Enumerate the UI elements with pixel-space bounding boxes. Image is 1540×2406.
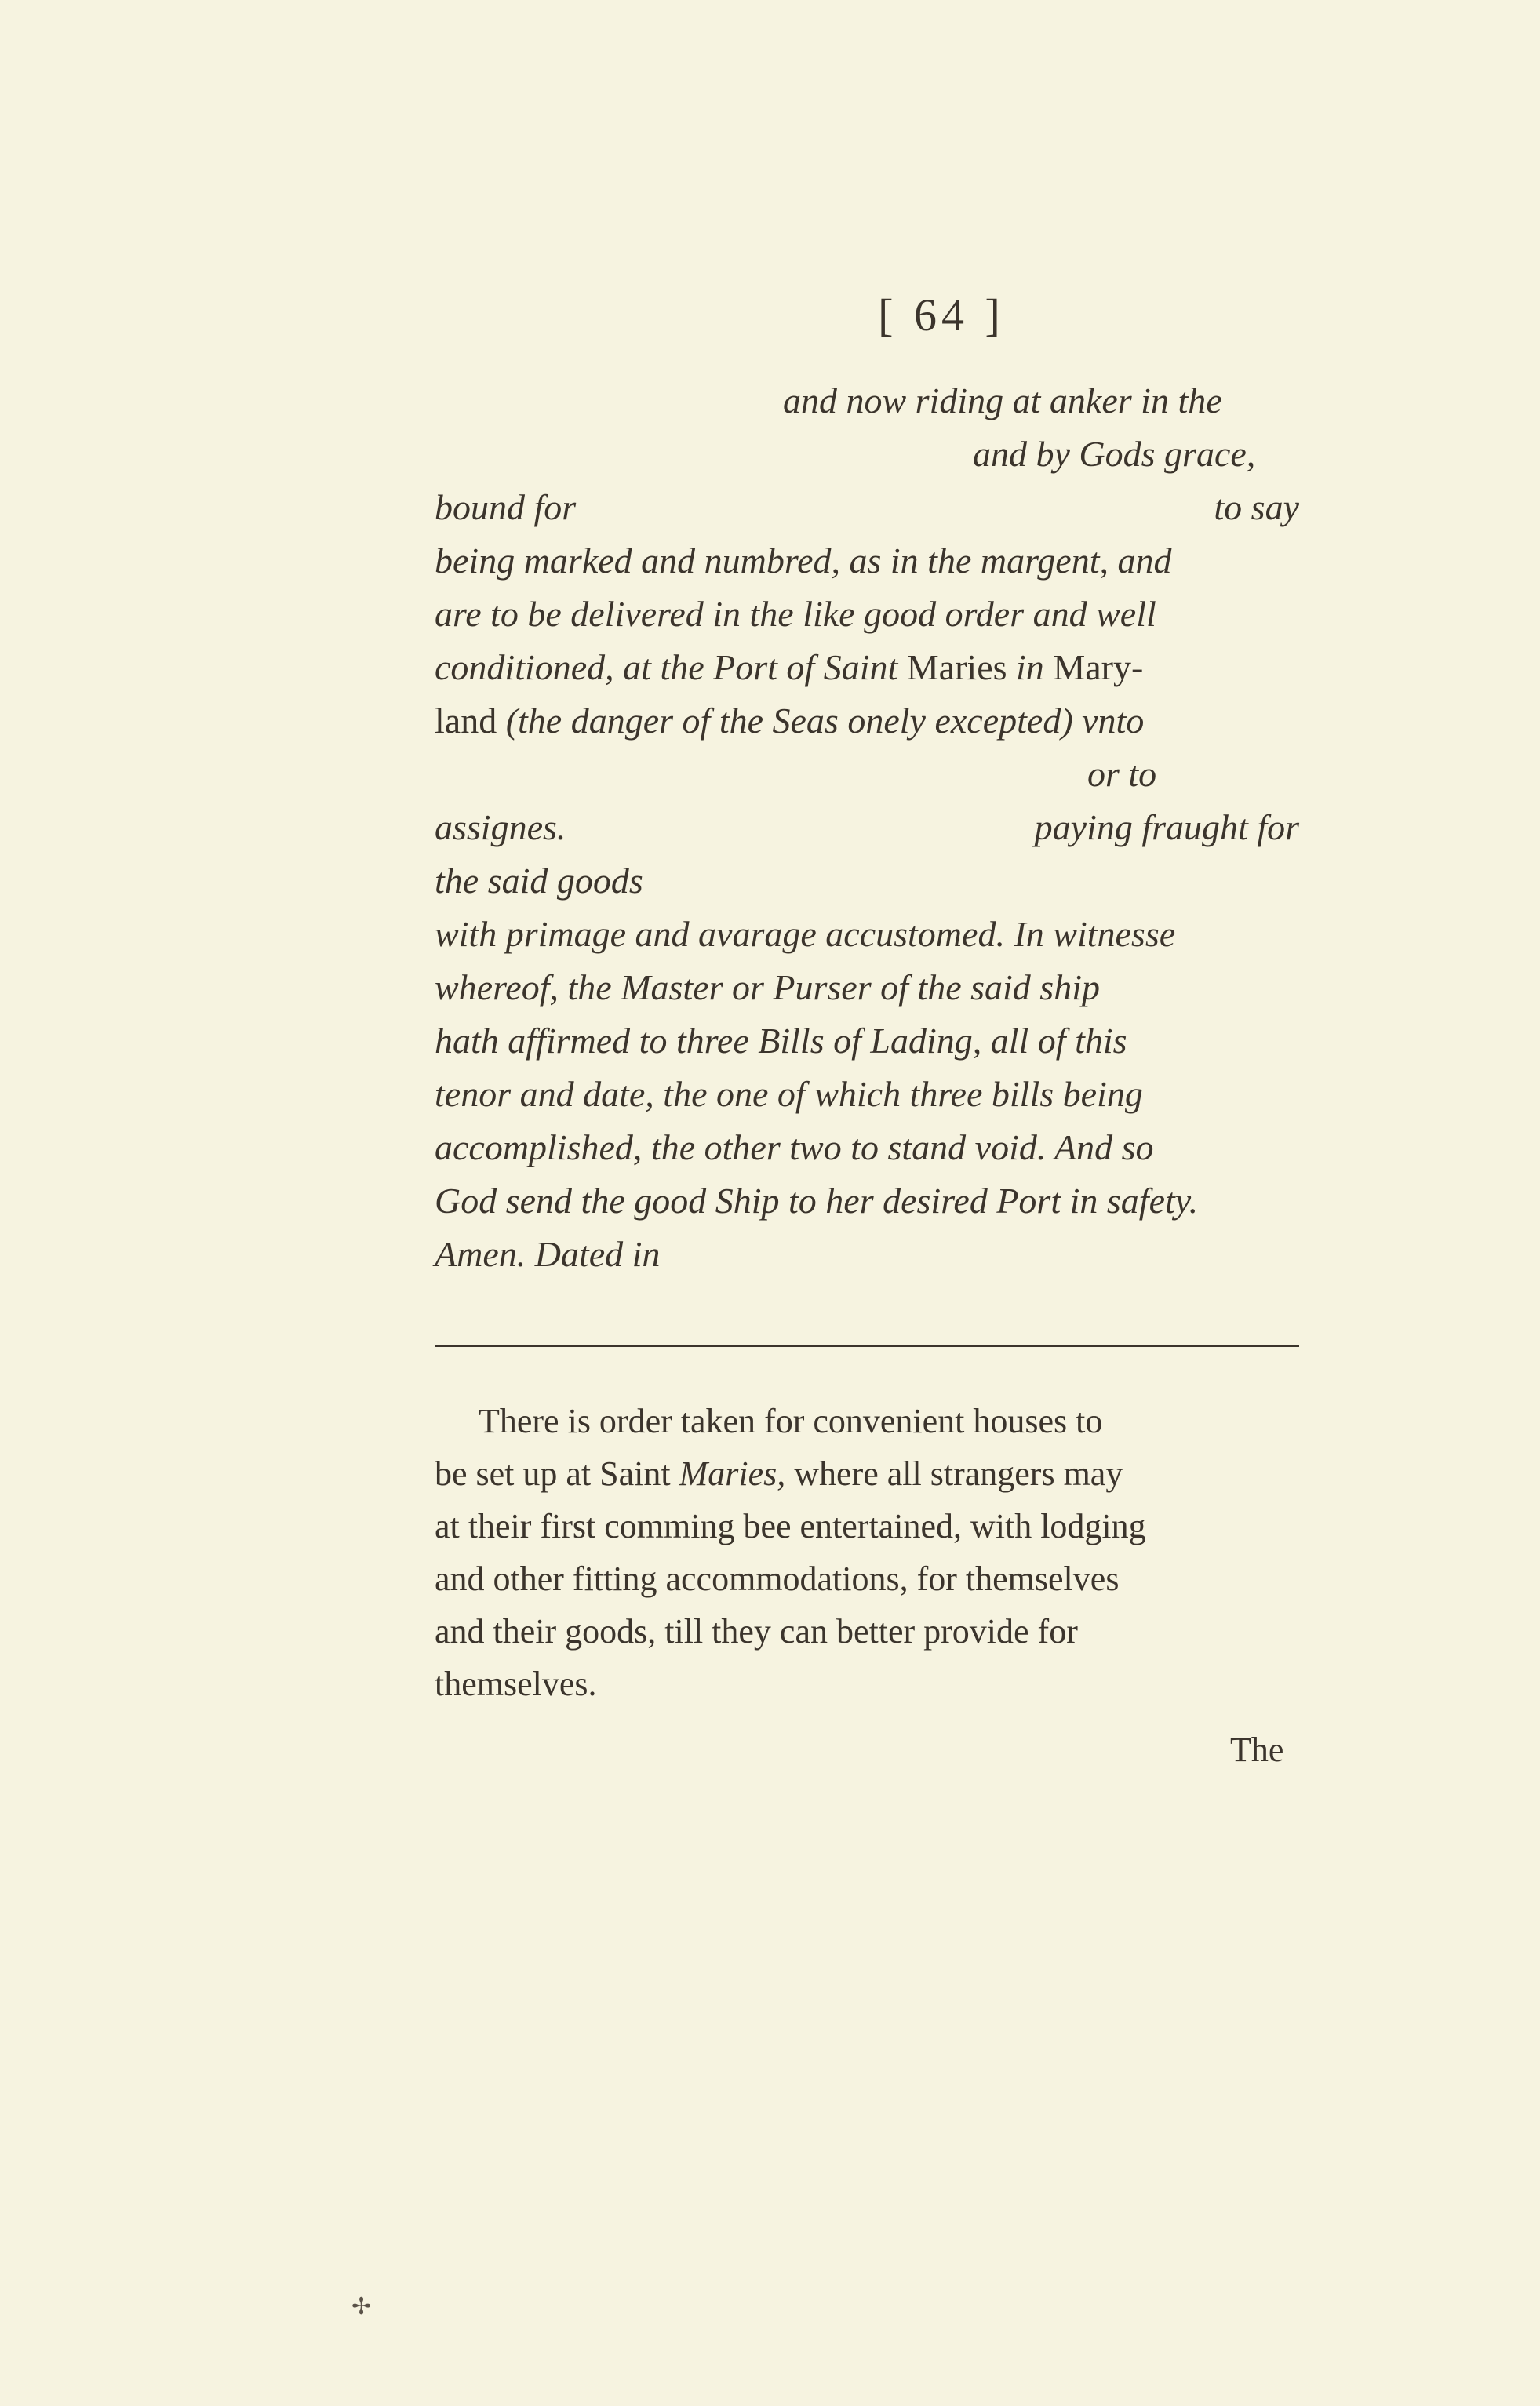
text-line (435, 807, 1299, 847)
text-line (435, 647, 1144, 687)
text-line: tenor and date, the one of which three bills being (435, 1074, 1143, 1114)
text-fragment: in (1016, 647, 1044, 687)
text-line: accomplished, the other two to stand void. And so (435, 1127, 1154, 1167)
text-fragment: be set up at Saint (435, 1454, 671, 1493)
text-line: whereof, the Master or Purser of the said ship (435, 967, 1100, 1007)
text-line (435, 1454, 1123, 1493)
catchword: The (1230, 1731, 1284, 1769)
text-line: hath affirmed to three Bills of Lading, all of this (435, 1021, 1127, 1061)
text-line: or to (1087, 754, 1157, 794)
text-line: themselves. (435, 1665, 597, 1703)
text-line: Amen. Dated in (435, 1234, 661, 1274)
text-line (435, 487, 1299, 527)
text-line: and other fitting accommodations, for themselves (435, 1560, 1120, 1598)
text-fragment: paying fraught for (1034, 807, 1299, 847)
text-line: being marked and numbred, as in the margent, and (435, 541, 1172, 581)
text-line: the said goods (435, 861, 643, 901)
text-line (435, 703, 1144, 739)
text-fragment: Maries, (679, 1454, 786, 1493)
section-divider (435, 1345, 1299, 1347)
text-line: There is order taken for convenient houses to (479, 1402, 1103, 1440)
text-fragment: (the danger of the Seas onely excepted) vnto (505, 701, 1145, 741)
text-line: at their first comming bee entertained, with lodging (435, 1507, 1146, 1545)
text-line: and by Gods grace, (973, 434, 1256, 474)
text-fragment: assignes. (435, 807, 566, 847)
text-fragment: Maries (906, 647, 1007, 687)
text-fragment: land (435, 701, 497, 741)
text-fragment: bound for (435, 487, 577, 527)
text-fragment: where all strangers may (794, 1454, 1123, 1493)
text-line: with primage and avarage accustomed. In witnesse (435, 914, 1176, 954)
ink-blot-mark: ✢ (351, 2294, 372, 2320)
text-fragment: Mary- (1053, 647, 1144, 687)
text-fragment: to say (1214, 487, 1299, 527)
text-line: and now riding at anker in the (783, 380, 1222, 420)
text-fragment: conditioned, at the Port of Saint (435, 647, 898, 687)
text-line: and their goods, till they can better provide for (435, 1612, 1078, 1651)
page-number: [ 64 ] (878, 289, 1005, 340)
text-line: God send the good Ship to her desired Port in safety. (435, 1181, 1199, 1221)
text-line: are to be delivered in the like good order and well (435, 594, 1156, 634)
